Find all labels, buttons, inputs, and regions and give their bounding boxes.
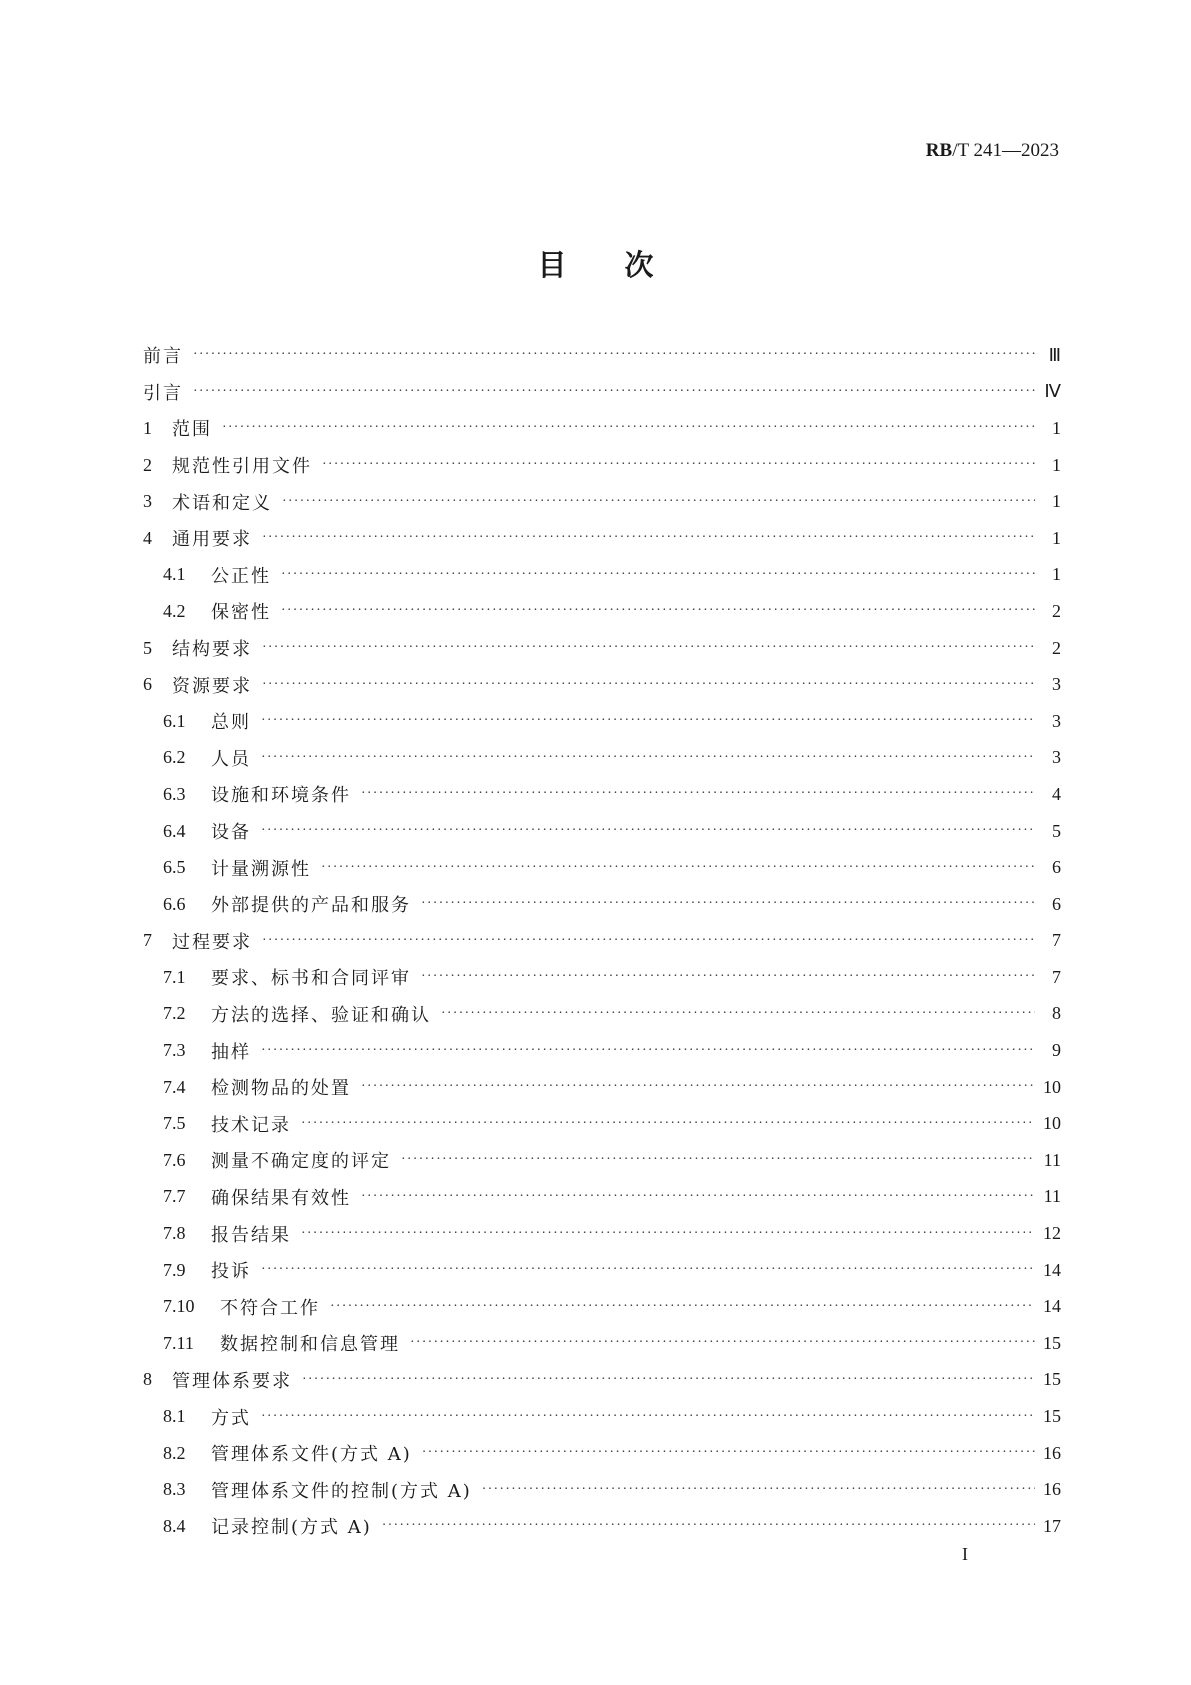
toc-entry-label: 不符合工作: [220, 1297, 320, 1319]
toc-entry-page: 7: [1052, 966, 1061, 987]
toc-leader-dots: [382, 1518, 1035, 1534]
toc-entry[interactable]: [143, 740, 1061, 777]
toc-entry-label: 投诉: [211, 1261, 251, 1283]
toc-entry-page: 9: [1052, 1040, 1061, 1061]
toc-leader-dots: [330, 1299, 1035, 1315]
toc-entry[interactable]: [143, 1435, 1061, 1472]
toc-entry[interactable]: [143, 337, 1061, 374]
toc-entry-page: 14: [1043, 1296, 1061, 1317]
toc-entry[interactable]: [143, 593, 1061, 630]
toc-leader-dots: [301, 1226, 1035, 1242]
toc-leader-dots: [410, 1335, 1035, 1351]
toc-entry-number: 7.8: [163, 1223, 186, 1244]
toc-entry-label: 方式: [211, 1407, 251, 1429]
toc-entry[interactable]: [143, 923, 1061, 960]
toc-entry-page: Ⅲ: [1048, 344, 1061, 365]
toc-entry[interactable]: [143, 1142, 1061, 1179]
toc-entry-label: 资源要求: [172, 675, 252, 697]
toc-entry-page: Ⅳ: [1044, 381, 1061, 402]
toc-entry-number: 6.5: [163, 857, 186, 878]
toc-entry-page: 14: [1043, 1259, 1061, 1280]
toc-entry-page: 2: [1052, 600, 1061, 621]
toc-leader-dots: [322, 457, 1035, 473]
toc-entry-label: 术语和定义: [172, 492, 272, 514]
toc-entry-number: 7.2: [163, 1003, 186, 1024]
toc-leader-dots: [482, 1482, 1035, 1498]
toc-entry-number: 7.7: [163, 1186, 186, 1207]
toc-entry-page: 3: [1052, 710, 1061, 731]
toc-entry-page: 3: [1052, 747, 1061, 768]
toc-leader-dots: [282, 494, 1035, 510]
toc-entry-number: 7: [143, 930, 152, 951]
toc-entry[interactable]: [143, 959, 1061, 996]
toc-entry-page: 1: [1052, 527, 1061, 548]
toc-entry-number: 4.1: [163, 564, 186, 585]
toc-entry-page: 7: [1052, 930, 1061, 951]
toc-entry-number: 7.5: [163, 1113, 186, 1134]
toc-entry-label: 管理体系要求: [172, 1370, 292, 1392]
toc-entry-number: 8.1: [163, 1406, 186, 1427]
toc-title: 目次: [537, 248, 712, 282]
toc-entry-label: 前言: [143, 346, 183, 368]
toc-entry-label: 通用要求: [172, 529, 252, 551]
toc-entry-page: 1: [1052, 454, 1061, 475]
toc-entry-page: 3: [1052, 674, 1061, 695]
toc-leader-dots: [261, 1262, 1035, 1278]
toc-entry-label: 管理体系文件(方式 A): [211, 1444, 412, 1466]
toc-entry-label: 管理体系文件的控制(方式 A): [211, 1480, 472, 1502]
toc-entry-label: 测量不确定度的评定: [211, 1151, 391, 1173]
toc-entry-page: 1: [1052, 564, 1061, 585]
toc-leader-dots: [262, 677, 1035, 693]
toc-entry-number: 3: [143, 491, 152, 512]
toc-entry-page: 6: [1052, 893, 1061, 914]
toc-leader-dots: [401, 1152, 1035, 1168]
toc-entry[interactable]: [143, 996, 1061, 1033]
toc-entry-page: 10: [1043, 1113, 1061, 1134]
toc-entry-number: 1: [143, 417, 152, 438]
toc-entry-page: 11: [1043, 1186, 1061, 1207]
toc-entry-page: 5: [1052, 820, 1061, 841]
toc-leader-dots: [361, 786, 1035, 802]
toc-entry-page: 6: [1052, 857, 1061, 878]
toc-leader-dots: [421, 969, 1035, 985]
toc-entry-label: 总则: [211, 712, 251, 734]
toc-entry-label: 保密性: [211, 602, 271, 624]
toc-entry-number: 8.4: [163, 1515, 186, 1536]
toc-entry[interactable]: [143, 886, 1061, 923]
toc-entry[interactable]: [143, 1325, 1061, 1362]
toc-entry[interactable]: [143, 1508, 1061, 1545]
toc-entry-number: 7.6: [163, 1149, 186, 1170]
toc-leader-dots: [422, 1445, 1035, 1461]
toc-entry-page: 15: [1043, 1369, 1061, 1390]
document-code-suffix: /T 241—2023: [952, 140, 1059, 161]
toc-entry-page: 12: [1043, 1223, 1061, 1244]
toc-leader-dots: [222, 420, 1035, 436]
toc-leader-dots: [281, 567, 1035, 583]
document-code: [926, 140, 1059, 162]
toc-entry[interactable]: [143, 703, 1061, 740]
toc-entry[interactable]: [143, 410, 1061, 447]
toc-leader-dots: [301, 1116, 1035, 1132]
toc-entry[interactable]: [143, 630, 1061, 667]
toc-leader-dots: [262, 530, 1035, 546]
toc-entry-number: 6: [143, 674, 152, 695]
toc-entry-number: 4.2: [163, 600, 186, 621]
toc-entry-page: 1: [1052, 491, 1061, 512]
toc-entry-page: 11: [1043, 1149, 1061, 1170]
toc-entry-label: 结构要求: [172, 639, 252, 661]
toc-entry-number: 5: [143, 637, 152, 658]
toc-entry-number: 6.4: [163, 820, 186, 841]
toc-entry-label: 外部提供的产品和服务: [211, 895, 411, 917]
toc-entry-label: 方法的选择、验证和确认: [211, 1004, 431, 1026]
toc-entry-label: 设施和环境条件: [211, 785, 351, 807]
toc-entry-page: 10: [1043, 1076, 1061, 1097]
toc-entry[interactable]: [143, 483, 1061, 520]
toc-entry-label: 要求、标书和合同评审: [211, 968, 411, 990]
toc-entry-label: 数据控制和信息管理: [220, 1334, 400, 1356]
toc-entry-number: 8.2: [163, 1442, 186, 1463]
toc-entry[interactable]: [143, 374, 1061, 411]
toc-entry[interactable]: [143, 557, 1061, 594]
toc-leader-dots: [261, 823, 1035, 839]
toc-leader-dots: [261, 1043, 1035, 1059]
toc-entry-number: 7.1: [163, 966, 186, 987]
toc-entry-number: 7.10: [163, 1296, 195, 1317]
toc-entry-number: 7.4: [163, 1076, 186, 1097]
toc-entry-page: 16: [1043, 1479, 1061, 1500]
toc-entry-label: 抽样: [211, 1041, 251, 1063]
toc-entry[interactable]: [143, 666, 1061, 703]
toc-leader-dots: [261, 713, 1035, 729]
toc-entry-number: 7.3: [163, 1040, 186, 1061]
toc-entry[interactable]: [143, 447, 1061, 484]
toc-entry[interactable]: [143, 520, 1061, 557]
toc-entry-label: 范围: [172, 419, 212, 441]
toc-leader-dots: [261, 750, 1035, 766]
toc-entry[interactable]: [143, 1288, 1061, 1325]
toc-entry-label: 检测物品的处置: [211, 1078, 351, 1100]
toc-entry[interactable]: [143, 1032, 1061, 1069]
toc-entry-label: 记录控制(方式 A): [211, 1517, 372, 1539]
toc-entry-label: 确保结果有效性: [211, 1187, 351, 1209]
toc-entry-label: 过程要求: [172, 931, 252, 953]
toc-entry[interactable]: [143, 813, 1061, 850]
toc-entry-page: 8: [1052, 1003, 1061, 1024]
toc-entry-page: 4: [1052, 783, 1061, 804]
toc-entry-number: 8.3: [163, 1479, 186, 1500]
toc-entry-page: 16: [1043, 1442, 1061, 1463]
toc-entry[interactable]: [143, 776, 1061, 813]
toc-leader-dots: [193, 347, 1035, 363]
toc-leader-dots: [262, 640, 1035, 656]
toc-entry[interactable]: [143, 1215, 1061, 1252]
toc-leader-dots: [421, 896, 1035, 912]
toc-entry[interactable]: [143, 1069, 1061, 1106]
toc-entry[interactable]: [143, 849, 1061, 886]
toc-leader-dots: [361, 1079, 1035, 1095]
toc-entry[interactable]: [143, 1362, 1061, 1399]
footer-page-number: I: [962, 1544, 968, 1564]
toc-entry-number: 6.3: [163, 783, 186, 804]
toc-entry-label: 公正性: [211, 565, 271, 587]
table-of-contents: [143, 337, 1061, 1545]
toc-entry-page: 15: [1043, 1332, 1061, 1353]
toc-entry-page: 2: [1052, 637, 1061, 658]
toc-leader-dots: [262, 933, 1035, 949]
toc-entry[interactable]: [143, 1105, 1061, 1142]
toc-entry-label: 报告结果: [211, 1224, 291, 1246]
toc-entry-label: 引言: [143, 382, 183, 404]
toc-entry-number: 7.11: [163, 1332, 194, 1353]
toc-leader-dots: [441, 1006, 1035, 1022]
toc-entry-number: 6.2: [163, 747, 186, 768]
toc-leader-dots: [261, 1409, 1035, 1425]
toc-leader-dots: [361, 1189, 1035, 1205]
toc-entry-number: 6.1: [163, 710, 186, 731]
toc-entry-number: 4: [143, 527, 152, 548]
toc-entry-number: 8: [143, 1369, 152, 1390]
toc-entry-label: 人员: [211, 748, 251, 770]
toc-leader-dots: [302, 1372, 1035, 1388]
toc-entry-label: 规范性引用文件: [172, 456, 312, 478]
toc-leader-dots: [321, 860, 1035, 876]
toc-entry-number: 2: [143, 454, 152, 475]
toc-entry-page: 15: [1043, 1406, 1061, 1427]
toc-entry-page: 1: [1052, 417, 1061, 438]
toc-entry-number: 6.6: [163, 893, 186, 914]
toc-entry[interactable]: [143, 1179, 1061, 1216]
toc-entry[interactable]: [143, 1471, 1061, 1508]
toc-entry-page: 17: [1043, 1515, 1061, 1536]
toc-entry[interactable]: [143, 1252, 1061, 1289]
toc-leader-dots: [281, 603, 1035, 619]
toc-leader-dots: [193, 384, 1035, 400]
toc-entry-number: 7.9: [163, 1259, 186, 1280]
toc-entry[interactable]: [143, 1398, 1061, 1435]
document-code-prefix: RB: [925, 140, 953, 161]
toc-entry-label: 技术记录: [211, 1114, 291, 1136]
toc-entry-label: 计量溯源性: [211, 858, 311, 880]
toc-entry-label: 设备: [211, 822, 251, 844]
